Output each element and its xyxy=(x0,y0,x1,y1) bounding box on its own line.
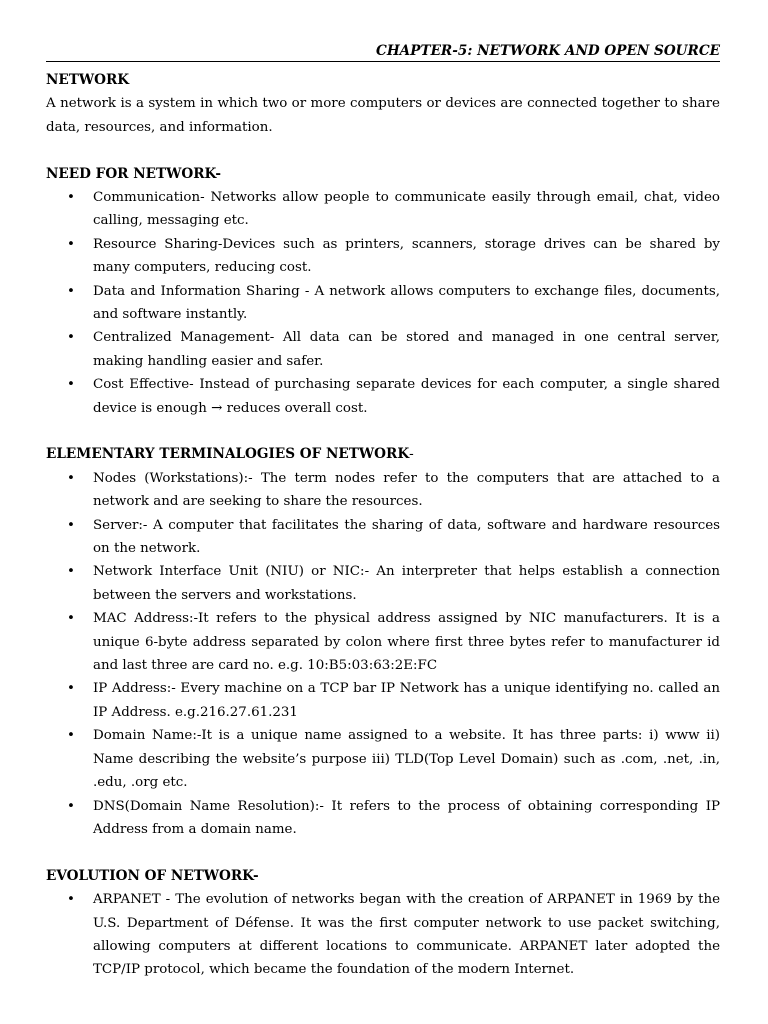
bullet-icon: • xyxy=(67,283,75,299)
bullet-icon: • xyxy=(67,517,75,533)
bullet-icon: • xyxy=(67,377,75,393)
chapter-header: CHAPTER-5: NETWORK AND OPEN SOURCE xyxy=(46,42,720,62)
network-definition: A network is a system in which two or more computers or devices are connected together to share data, resources, and information. xyxy=(46,96,720,135)
list-item: • Data and Information Sharing - A network allows computers to exchange files, documents, and software instantly. xyxy=(46,280,720,327)
bullet-icon: • xyxy=(67,236,75,252)
list-item: • Server:- A computer that facilitates the sharing of data, software and hardware resources on the network. xyxy=(46,514,720,561)
bullet-icon: • xyxy=(67,611,75,627)
list-item: • ARPANET - The evolution of networks began with the creation of ARPANET in 1969 by the U.S. Department of Défense. It was the first computer network to use packet switching, allowing computers at different locations to communicate. ARPANET later adopted the TCP/IP protocol, which became the foundation of the modern Internet. xyxy=(46,888,720,982)
list-item: • Communication- Networks allow people to communicate easily through email, chat, video calling, messaging etc. xyxy=(46,186,720,233)
list-item: • Network Interface Unit (NIU) or NIC:- An interpreter that helps establish a connection between the servers and workstations. xyxy=(46,560,720,607)
document-body xyxy=(46,69,720,982)
need-for-network-list xyxy=(46,186,720,420)
terminologies-list xyxy=(46,467,720,842)
need-for-network-heading: NEED FOR NETWORK- xyxy=(46,165,221,182)
evolution-list xyxy=(46,888,720,982)
list-item: • MAC Address:-It refers to the physical address assigned by NIC manufacturers. It is a unique 6-byte address separated by colon where first three bytes refer to manufacturer id and last three are card no. e.g. 10:B5:03:63:2E:FC xyxy=(46,607,720,677)
list-item: • Nodes (Workstations):- The term nodes refer to the computers that are attached to a network and are seeking to share the resources. xyxy=(46,467,720,514)
bullet-icon: • xyxy=(67,564,75,580)
network-heading: NETWORK xyxy=(46,72,130,88)
bullet-icon: • xyxy=(67,892,75,908)
bullet-icon: • xyxy=(67,728,75,744)
bullet-icon: • xyxy=(67,189,75,205)
list-item: • IP Address:- Every machine on a TCP bar IP Network has a unique identifying no. called an IP Address. e.g.216.27.61.231 xyxy=(46,677,720,724)
bullet-icon: • xyxy=(67,330,75,346)
bullet-icon: • xyxy=(67,470,75,486)
list-item: • DNS(Domain Name Resolution):- It refers to the process of obtaining corresponding IP Address from a domain name. xyxy=(46,795,720,842)
bullet-icon: • xyxy=(67,681,75,697)
terminologies-heading: ELEMENTARY TERMINALOGIES OF NETWORK- xyxy=(46,446,414,463)
list-item: • Centralized Management- All data can be stored and managed in one central server, making handling easier and safer. xyxy=(46,326,720,373)
evolution-heading: EVOLUTION OF NETWORK- xyxy=(46,867,259,884)
list-item: • Resource Sharing-Devices such as printers, scanners, storage drives can be shared by many computers, reducing cost. xyxy=(46,233,720,280)
bullet-icon: • xyxy=(67,798,75,814)
list-item: • Domain Name:-It is a unique name assigned to a website. It has three parts: i) www ii) Name describing the website’s purpose iii) TLD(Top Level Domain) such as .com, .net, .in, .edu, .org etc. xyxy=(46,724,720,794)
list-item: • Cost Effective- Instead of purchasing separate devices for each computer, a single shared device is enough → reduces overall cost. xyxy=(46,373,720,420)
